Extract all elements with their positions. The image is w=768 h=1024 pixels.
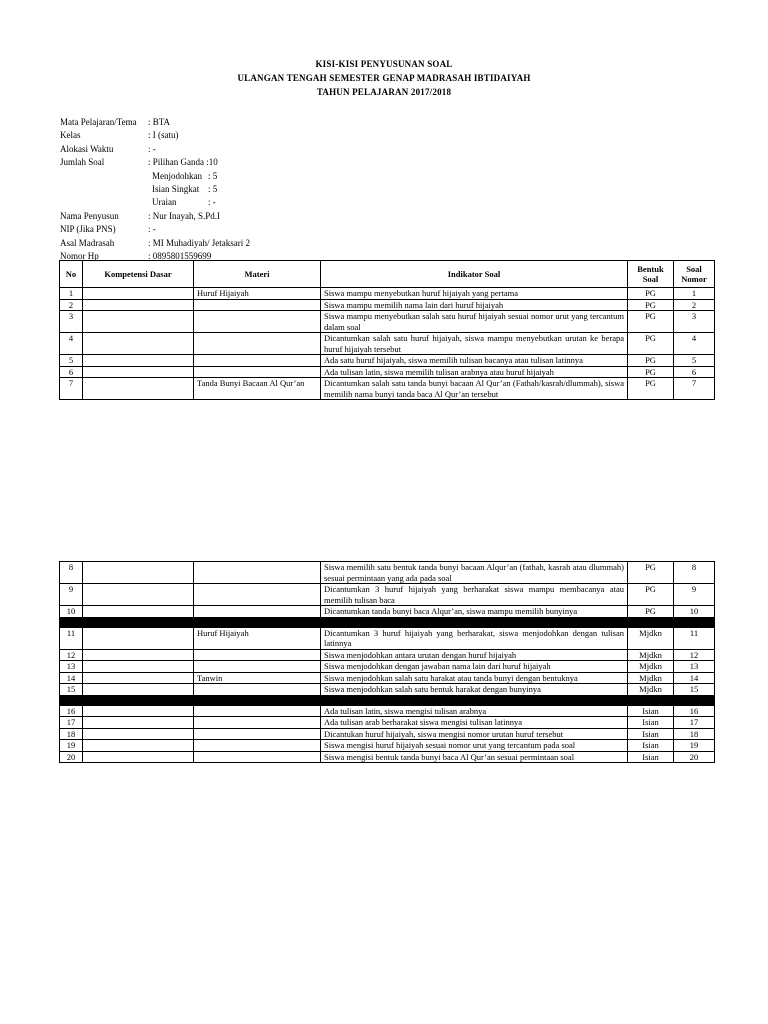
soal-nomor-cell: 9: [674, 584, 715, 606]
materi-cell: [194, 584, 321, 606]
materi-cell: [194, 728, 321, 740]
meta-value: : Nur Inayah, S.Pd.I: [148, 210, 220, 221]
row-number: 6: [60, 366, 83, 378]
meta-label: Asal Madrasah: [60, 237, 115, 248]
indikator-cell: Siswa mampu menyebutkan huruf hijaiyah yang pertama: [321, 288, 628, 300]
kompetensi-dasar-cell: [83, 366, 194, 378]
header-bentuk-soal: Bentuk Soal: [628, 261, 674, 288]
kompetensi-dasar-cell: [83, 378, 194, 400]
header-kompetensi-dasar: Kompetensi Dasar: [83, 261, 194, 288]
table-row: [60, 311, 715, 333]
indikator-cell: Ada tulisan latin, siswa mengisi tulisan arabnya: [321, 705, 628, 717]
document-title: [0, 57, 768, 99]
soal-nomor-cell: 17: [674, 717, 715, 729]
section-divider: [60, 695, 715, 705]
materi-cell: [194, 355, 321, 367]
soal-nomor-cell: 2: [674, 299, 715, 311]
meta-label: Nomor Hp: [60, 251, 99, 262]
indikator-cell: Siswa menjodohkan salah satu bentuk harakat dengan bunyinya: [321, 684, 628, 696]
indikator-cell: Ada tulisan arab berharakat siswa mengisi tulisan latinnya: [321, 717, 628, 729]
soal-nomor-cell: 13: [674, 661, 715, 673]
meta-row-asal: [60, 237, 250, 250]
meta-row-nip: [60, 223, 250, 236]
soal-nomor-cell: 16: [674, 705, 715, 717]
indikator-cell: Dicantumkan 3 huruf hijaiyah yang berharakat siswa mampu membacanya atau memilih tulisan baca: [321, 584, 628, 606]
materi-cell: [194, 366, 321, 378]
bentuk-soal-cell: Isian: [628, 740, 674, 752]
row-number: 1: [60, 288, 83, 300]
materi-cell: Tanwin: [194, 672, 321, 684]
materi-cell: [194, 299, 321, 311]
kisi-kisi-table-page-2: [59, 561, 715, 763]
meta-value: : 0895801559699: [148, 251, 212, 262]
table-header-row: [60, 261, 715, 288]
materi-cell: [194, 740, 321, 752]
table-row: [60, 751, 715, 763]
row-number: 7: [60, 378, 83, 400]
materi-cell: [194, 661, 321, 673]
soal-nomor-cell: 8: [674, 562, 715, 584]
soal-nomor-cell: 10: [674, 606, 715, 618]
kompetensi-dasar-cell: [83, 751, 194, 763]
indikator-cell: Dicantumkan 3 huruf hijaiyah yang berharakat, siswa menjodohkan dengan tulisan latinnya: [321, 627, 628, 649]
row-number: 2: [60, 299, 83, 311]
materi-cell: [194, 705, 321, 717]
table-row: [60, 627, 715, 649]
soal-nomor-cell: 3: [674, 311, 715, 333]
soal-nomor-cell: 12: [674, 649, 715, 661]
table-row: [60, 672, 715, 684]
kompetensi-dasar-cell: [83, 740, 194, 752]
meta-label: Nama Penyusun: [60, 210, 119, 221]
meta-value: : -: [148, 224, 156, 235]
table-row: [60, 705, 715, 717]
row-number: 5: [60, 355, 83, 367]
meta-row-penyusun: [60, 210, 250, 223]
bentuk-soal-cell: PG: [628, 288, 674, 300]
soal-nomor-cell: 11: [674, 627, 715, 649]
bentuk-soal-cell: PG: [628, 299, 674, 311]
materi-cell: [194, 717, 321, 729]
indikator-cell: Siswa mampu memilih nama lain dari huruf hijaiyah: [321, 299, 628, 311]
soal-nomor-cell: 6: [674, 366, 715, 378]
row-number: 3: [60, 311, 83, 333]
table-row: [60, 728, 715, 740]
indikator-cell: Siswa mengisi bentuk tanda bunyi baca Al Qur’an sesuai permintaan soal: [321, 751, 628, 763]
meta-value: : BTA: [148, 117, 171, 127]
indikator-cell: Ada satu huruf hijaiyah, siswa memilih tulisan bacanya atau tulisan latinnya: [321, 355, 628, 367]
kompetensi-dasar-cell: [83, 661, 194, 673]
bentuk-soal-cell: Isian: [628, 751, 674, 763]
kompetensi-dasar-cell: [83, 627, 194, 649]
kompetensi-dasar-cell: [83, 333, 194, 355]
row-number: 11: [60, 627, 83, 649]
meta-sub-label: Uraian: [152, 197, 177, 208]
row-number: 16: [60, 705, 83, 717]
indikator-cell: Ada tulisan latin, siswa memilih tulisan arabnya atau huruf hijaiyah: [321, 366, 628, 378]
bentuk-soal-cell: Mjdkn: [628, 661, 674, 673]
row-number: 13: [60, 661, 83, 673]
kompetensi-dasar-cell: [83, 649, 194, 661]
meta-value: : -: [148, 143, 156, 154]
kompetensi-dasar-cell: [83, 355, 194, 367]
materi-cell: [194, 606, 321, 618]
kompetensi-dasar-cell: [83, 705, 194, 717]
indikator-cell: Siswa menjodohkan salah satu harakat atau tanda bunyi dengan bentuknya: [321, 672, 628, 684]
table-row: [60, 299, 715, 311]
kisi-kisi-table-page-1: [59, 260, 715, 400]
header-materi: Materi: [194, 261, 321, 288]
indikator-cell: Siswa menjodohkan antara urutan dengan huruf hijaiyah: [321, 649, 628, 661]
bentuk-soal-cell: PG: [628, 333, 674, 355]
table-body-menjodohkan: [60, 627, 715, 695]
table-row: [60, 649, 715, 661]
soal-nomor-cell: 1: [674, 288, 715, 300]
bentuk-soal-cell: PG: [628, 366, 674, 378]
meta-row-uraian: [60, 196, 250, 209]
bentuk-soal-cell: PG: [628, 584, 674, 606]
meta-row-jumlah: [60, 156, 250, 169]
indikator-cell: Dicantukan huruf hijaiyah, siswa mengisi nomor urutan huruf tersebut: [321, 728, 628, 740]
meta-value: : MI Muhadiyah/ Jetaksari 2: [148, 237, 250, 248]
soal-nomor-cell: 15: [674, 684, 715, 696]
kompetensi-dasar-cell: [83, 562, 194, 584]
meta-row-alokasi: [60, 143, 250, 156]
row-number: 12: [60, 649, 83, 661]
meta-sub-value: : 5: [208, 170, 218, 181]
bentuk-soal-cell: Isian: [628, 705, 674, 717]
indikator-cell: Dicantumkan salah satu tanda bunyi bacaan Al Qur’an (Fathah/kasrah/dlummah), siswa memilih nama bunyi tanda baca Al Qur’an tersebut: [321, 378, 628, 400]
bentuk-soal-cell: PG: [628, 355, 674, 367]
kompetensi-dasar-cell: [83, 717, 194, 729]
row-number: 8: [60, 562, 83, 584]
kompetensi-dasar-cell: [83, 606, 194, 618]
meta-label: NIP (Jika PNS): [60, 224, 116, 235]
table-row: [60, 661, 715, 673]
meta-sub-label: Isian Singkat: [152, 184, 200, 195]
meta-label: Jumlah Soal: [60, 157, 105, 168]
meta-sub-value: : 5: [208, 184, 218, 195]
soal-nomor-cell: 14: [674, 672, 715, 684]
header-no: No: [60, 261, 83, 288]
black-divider-row: [60, 617, 715, 627]
row-number: 15: [60, 684, 83, 696]
bentuk-soal-cell: PG: [628, 562, 674, 584]
meta-value: : I (satu): [148, 130, 179, 141]
bentuk-soal-cell: Isian: [628, 728, 674, 740]
meta-label: Kelas: [60, 130, 81, 141]
table-row: [60, 378, 715, 400]
meta-value: : Pilihan Ganda :10: [148, 157, 218, 168]
row-number: 19: [60, 740, 83, 752]
materi-cell: [194, 751, 321, 763]
soal-nomor-cell: 4: [674, 333, 715, 355]
kompetensi-dasar-cell: [83, 584, 194, 606]
indikator-cell: Siswa memilih satu bentuk tanda bunyi bacaan Alqur’an (fathah, kasrah atau dlummah) sesuai permintaan yang ada pada soal: [321, 562, 628, 584]
row-number: 14: [60, 672, 83, 684]
header-soal-nomor: Soal Nomor: [674, 261, 715, 288]
meta-sub-value: : -: [208, 197, 216, 208]
row-number: 20: [60, 751, 83, 763]
title-line-1: KISI-KISI PENYUSUNAN SOAL: [315, 59, 453, 69]
meta-sub-label: Menjodohkan: [152, 170, 202, 181]
materi-cell: Huruf Hijaiyah: [194, 627, 321, 649]
materi-cell: [194, 649, 321, 661]
kompetensi-dasar-cell: [83, 728, 194, 740]
materi-cell: Huruf Hijaiyah: [194, 288, 321, 300]
table-body-page-1: [60, 288, 715, 400]
table-body-isian: [60, 705, 715, 763]
bentuk-soal-cell: PG: [628, 378, 674, 400]
row-number: 18: [60, 728, 83, 740]
section-divider: [60, 617, 715, 627]
indikator-cell: Siswa mengisi huruf hijaiyah sesuai nomor urut yang tercantum pada soal: [321, 740, 628, 752]
meta-row-isian: [60, 183, 250, 196]
row-number: 10: [60, 606, 83, 618]
table-row: [60, 606, 715, 618]
materi-cell: [194, 311, 321, 333]
indikator-cell: Dicantumkan salah satu huruf hijaiyah, siswa mampu menyebutkan urutan ke berapa huruf hijaiyah tersebut: [321, 333, 628, 355]
table-body-pg: [60, 562, 715, 618]
kompetensi-dasar-cell: [83, 299, 194, 311]
meta-row-kelas: [60, 129, 250, 142]
indikator-cell: Siswa mampu menyebutkan salah satu huruf hijaiyah sesuai nomor urut yang tercantum dalam soal: [321, 311, 628, 333]
kompetensi-dasar-cell: [83, 672, 194, 684]
soal-nomor-cell: 20: [674, 751, 715, 763]
table-row: [60, 288, 715, 300]
table-row: [60, 562, 715, 584]
soal-nomor-cell: 19: [674, 740, 715, 752]
bentuk-soal-cell: Mjdkn: [628, 649, 674, 661]
table-row: [60, 684, 715, 696]
soal-nomor-cell: 7: [674, 378, 715, 400]
document-metadata: [60, 116, 250, 263]
bentuk-soal-cell: Isian: [628, 717, 674, 729]
table-row: [60, 333, 715, 355]
header-indikator-soal: Indikator Soal: [321, 261, 628, 288]
table-row: [60, 584, 715, 606]
row-number: 4: [60, 333, 83, 355]
bentuk-soal-cell: Mjdkn: [628, 684, 674, 696]
indikator-cell: Dicantumkan tanda bunyi baca Alqur’an, siswa mampu memilih bunyinya: [321, 606, 628, 618]
indikator-cell: Siswa menjodohkan dengan jawaban nama lain dari huruf hijaiyah: [321, 661, 628, 673]
kompetensi-dasar-cell: [83, 311, 194, 333]
table-row: [60, 355, 715, 367]
meta-label: Alokasi Waktu: [60, 143, 114, 154]
meta-label: Mata Pelajaran/Tema: [60, 117, 137, 127]
materi-cell: Tanda Bunyi Bacaan Al Qur’an: [194, 378, 321, 400]
black-divider-row: [60, 695, 715, 705]
meta-row-mapel: [60, 116, 250, 129]
soal-nomor-cell: 18: [674, 728, 715, 740]
materi-cell: [194, 562, 321, 584]
kompetensi-dasar-cell: [83, 288, 194, 300]
materi-cell: [194, 333, 321, 355]
table-row: [60, 740, 715, 752]
bentuk-soal-cell: Mjdkn: [628, 627, 674, 649]
table-row: [60, 717, 715, 729]
row-number: 17: [60, 717, 83, 729]
title-line-2: ULANGAN TENGAH SEMESTER GENAP MADRASAH IBTIDAIYAH: [237, 73, 531, 83]
title-line-3: TAHUN PELAJARAN 2017/2018: [316, 87, 452, 97]
table-row: [60, 366, 715, 378]
materi-cell: [194, 684, 321, 696]
row-number: 9: [60, 584, 83, 606]
soal-nomor-cell: 5: [674, 355, 715, 367]
bentuk-soal-cell: Mjdkn: [628, 672, 674, 684]
bentuk-soal-cell: PG: [628, 606, 674, 618]
kompetensi-dasar-cell: [83, 684, 194, 696]
bentuk-soal-cell: PG: [628, 311, 674, 333]
meta-row-menjodohkan: [60, 170, 250, 183]
